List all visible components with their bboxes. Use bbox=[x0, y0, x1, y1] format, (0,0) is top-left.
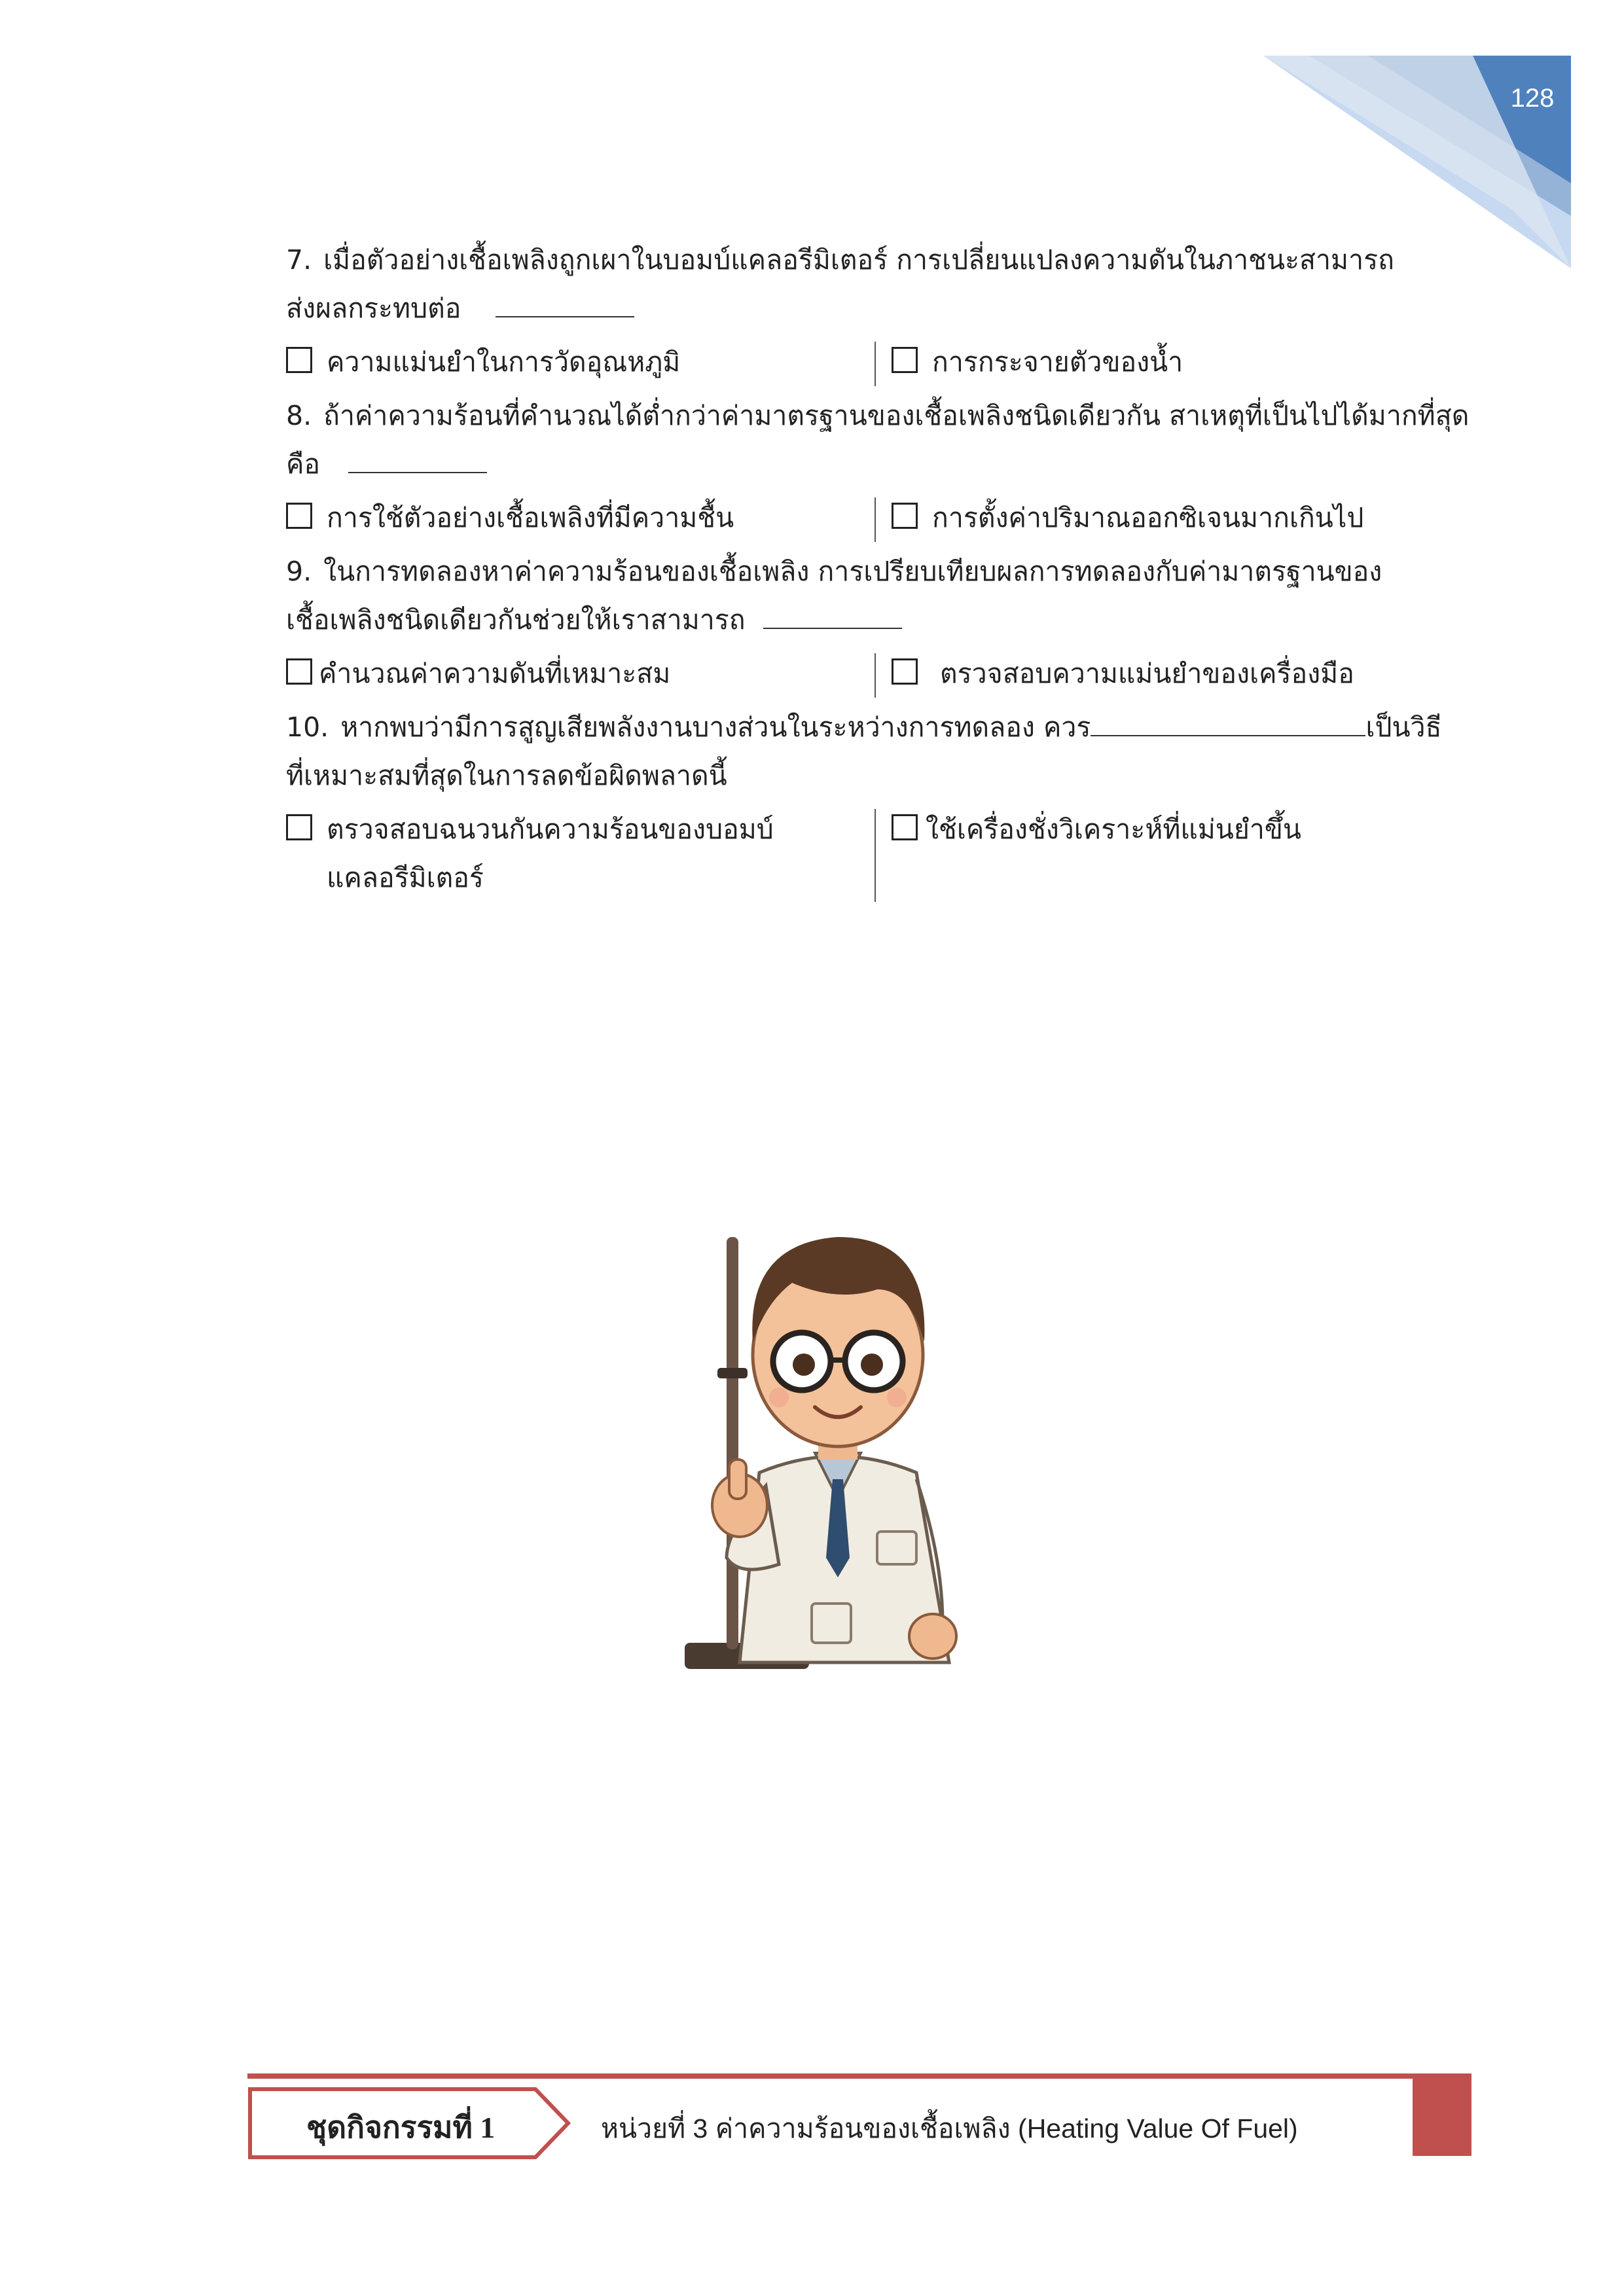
checkbox[interactable] bbox=[892, 503, 918, 529]
option-item[interactable] bbox=[875, 649, 1464, 698]
option-row bbox=[286, 805, 1464, 902]
answer-blank[interactable] bbox=[348, 443, 487, 473]
column-divider bbox=[875, 497, 876, 542]
column-divider bbox=[875, 653, 876, 698]
option-item[interactable] bbox=[286, 493, 875, 542]
question-9 bbox=[286, 547, 1464, 698]
option-row bbox=[286, 493, 1464, 542]
question-text: คือ bbox=[286, 448, 321, 480]
option-label: การใช้ตัวอย่างเชื้อเพลิงที่มีความชื้น bbox=[327, 502, 734, 533]
question-text: เมื่อตัวอย่างเชื้อเพลิงถูกเผาในบอมบ์แคลอรีมิเตอร์ การเปลี่ยนแปลงความดันในภาชนะสามารถ bbox=[323, 244, 1394, 276]
option-label: การตั้งค่าปริมาณออกซิเจนมากเกินไป bbox=[932, 502, 1364, 533]
checkbox[interactable] bbox=[286, 347, 312, 373]
option-label: ใช้เครื่องชั่งวิเคราะห์ที่แม่นยำขึ้น bbox=[926, 814, 1301, 845]
question-number: 10. bbox=[286, 711, 329, 743]
checkbox[interactable] bbox=[892, 658, 918, 685]
option-label: ความแม่นยำในการวัดอุณหภูมิ bbox=[327, 346, 681, 378]
answer-blank[interactable] bbox=[496, 287, 634, 317]
option-label: การกระจายตัวของน้ำ bbox=[932, 346, 1183, 378]
question-number: 7. bbox=[286, 244, 312, 276]
option-label: ตรวจสอบความแม่นยำของเครื่องมือ bbox=[940, 658, 1354, 689]
answer-blank[interactable] bbox=[763, 599, 902, 629]
option-row bbox=[286, 649, 1464, 698]
unit-title: หน่วยที่ 3 ค่าความร้อนของเชื้อเพลิง (Heating Value Of Fuel) bbox=[601, 2113, 1298, 2144]
question-number: 9. bbox=[286, 556, 312, 587]
option-item[interactable] bbox=[875, 493, 1464, 542]
question-number: 8. bbox=[286, 400, 312, 431]
option-label: ตรวจสอบฉนวนกันความร้อนของบอมบ์แคลอรีมิเตอร์ bbox=[327, 814, 774, 893]
activity-set-label: ชุดกิจกรรมที่ 1 bbox=[306, 2111, 496, 2144]
quiz-content bbox=[286, 236, 1470, 907]
footer-accent-block bbox=[1413, 2079, 1471, 2156]
checkbox[interactable] bbox=[892, 347, 918, 373]
checkbox[interactable] bbox=[892, 814, 918, 840]
question-10 bbox=[286, 703, 1464, 902]
column-divider bbox=[875, 809, 876, 902]
option-row bbox=[286, 338, 1464, 386]
option-item[interactable] bbox=[875, 338, 1464, 386]
question-text: ถ้าค่าความร้อนที่คำนวณได้ต่ำกว่าค่ามาตรฐานของเชื้อเพลิงชนิดเดียวกัน สาเหตุที่เป็นไปได้มากที่สุด bbox=[323, 400, 1470, 431]
checkbox[interactable] bbox=[286, 814, 312, 840]
footer-rule bbox=[247, 2073, 1471, 2079]
checkbox[interactable] bbox=[286, 503, 312, 529]
question-text: หากพบว่ามีการสูญเสียพลังงานบางส่วนในระหว่างการทดลอง ควร bbox=[340, 711, 1091, 743]
footer bbox=[247, 2073, 1478, 2159]
corner-decoration bbox=[0, 0, 1624, 275]
scientist-mascot-illustration bbox=[681, 1191, 995, 1676]
option-item[interactable] bbox=[286, 805, 797, 902]
question-text: ส่งผลกระทบต่อ bbox=[286, 293, 461, 324]
option-item[interactable] bbox=[875, 805, 1464, 902]
question-text: เชื้อเพลิงชนิดเดียวกันช่วยให้เราสามารถ bbox=[286, 604, 746, 636]
option-item[interactable] bbox=[286, 649, 875, 698]
question-8 bbox=[286, 391, 1470, 542]
question-text: เป็นวิธี bbox=[1365, 711, 1442, 743]
column-divider bbox=[875, 342, 876, 386]
option-label: คำนวณค่าความดันที่เหมาะสม bbox=[319, 658, 671, 689]
answer-blank[interactable] bbox=[1091, 706, 1365, 736]
question-text: ที่เหมาะสมที่สุดในการลดข้อผิดพลาดนี้ bbox=[286, 760, 727, 791]
checkbox[interactable] bbox=[286, 658, 312, 685]
question-text: ในการทดลองหาค่าความร้อนของเชื้อเพลิง การเปรียบเทียบผลการทดลองกับค่ามาตรฐานของ bbox=[323, 556, 1382, 587]
page-number: 128 bbox=[1510, 84, 1555, 113]
question-7 bbox=[286, 236, 1464, 386]
option-item[interactable] bbox=[286, 338, 875, 386]
